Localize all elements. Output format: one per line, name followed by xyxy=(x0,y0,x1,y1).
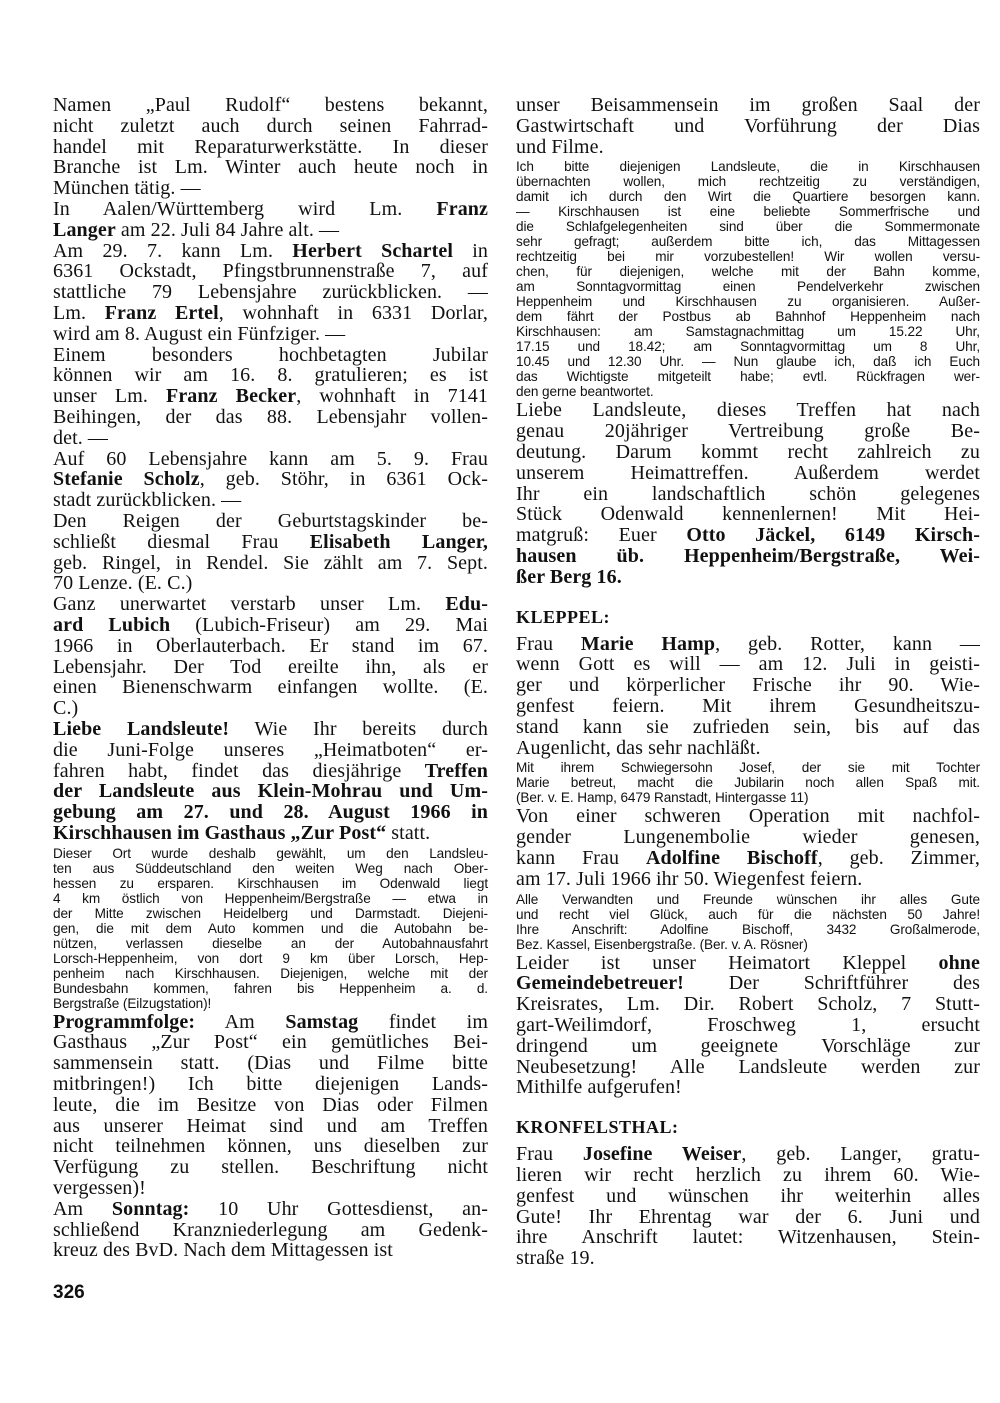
bold-text-run: der Landsleute aus Klein-Mohrau und Um- xyxy=(53,780,488,803)
text-run: Marie betreut, macht die Jubilarin noch allen Spaß mit. xyxy=(516,775,980,791)
section-heading xyxy=(516,1114,980,1140)
text-line xyxy=(53,677,488,698)
text-line xyxy=(516,324,980,339)
text-run: 10.45 und 12.30 Uhr. — Nun glaube ich, daß ich Euch xyxy=(516,354,980,370)
text-line xyxy=(516,907,980,922)
text-line xyxy=(516,309,980,324)
text-run: Kreisrates, Lm. Dir. Robert Scholz, 7 Stutt- xyxy=(516,993,980,1016)
text-line xyxy=(53,719,488,740)
text-run: das Wichtigste mitgeteilt habe; evtl. Rückfragen wer- xyxy=(516,369,980,385)
text-line xyxy=(53,282,488,303)
text-line xyxy=(53,449,488,470)
text-line xyxy=(516,174,980,189)
text-run: Gastwirtschaft und Vorführung der Dias xyxy=(516,114,980,137)
text-line xyxy=(516,1057,980,1078)
text-run: Bundesbahn kommen, fahren bis Heppenheim a. d. xyxy=(53,980,488,996)
small-print-paragraph xyxy=(516,760,980,805)
text-line xyxy=(516,484,980,505)
text-line xyxy=(53,469,488,490)
bold-text-run: Herbert Schartel xyxy=(292,239,453,262)
text-line xyxy=(53,345,488,366)
text-line xyxy=(516,738,980,759)
text-run: 4 km östlich von Heppenheim/Bergstraße — etwa in xyxy=(53,890,488,906)
text-run: dem fährt der Postbus ab Bahnhof Heppenheim nach xyxy=(516,309,980,325)
text-line xyxy=(53,740,488,761)
text-line xyxy=(53,407,488,428)
text-run: Frau xyxy=(516,632,581,655)
text-run: die Juni-Folge unseres „Heimatboten“ er- xyxy=(53,738,488,761)
text-run: schließt diesmal Frau xyxy=(53,530,310,553)
text-run: Namen „Paul Rudolf“ bestens bekannt, xyxy=(53,94,488,116)
bold-text-run: Elisabeth Langer, xyxy=(309,530,488,553)
text-line xyxy=(516,400,980,421)
text-line xyxy=(53,386,488,407)
text-run: det. — xyxy=(53,426,109,449)
text-line xyxy=(53,532,488,553)
text-run: wenn Gott es will — am 12. Juli in geisti- xyxy=(516,653,980,676)
text-line xyxy=(516,922,980,937)
text-run: Verfügung zu stellen. Beschriftung nicht xyxy=(53,1156,488,1179)
text-line xyxy=(53,573,488,594)
text-line xyxy=(516,1077,980,1098)
text-run: Den Reigen der Geburtstagskinder be- xyxy=(53,509,488,532)
paragraph xyxy=(53,511,488,594)
text-line xyxy=(53,951,488,966)
text-line xyxy=(516,634,980,655)
text-run: Augenlicht, das sehr nachläßt. xyxy=(516,736,761,759)
text-line xyxy=(516,973,980,994)
text-run: (Ber. v. E. Hamp, 6479 Ranstadt, Hintergasse 11) xyxy=(516,790,809,806)
text-run: Gasthaus „Zur Post“ ein gemütliches Bei- xyxy=(53,1031,488,1054)
text-run: und recht viel Glück, auch für die nächsten 50 Jahre! xyxy=(516,906,980,922)
text-line xyxy=(53,95,488,116)
text-run: In Aalen/Württemberg wird Lm. xyxy=(53,197,437,220)
text-line xyxy=(53,861,488,876)
text-line xyxy=(516,567,980,588)
text-line xyxy=(53,116,488,137)
text-line xyxy=(53,1032,488,1053)
text-run: deutung. Darum kommt recht zahlreich zu xyxy=(516,440,980,463)
text-line xyxy=(53,220,488,241)
paragraph xyxy=(53,1199,488,1261)
bold-text-run: Marie Hamp xyxy=(580,632,716,655)
text-line xyxy=(516,937,980,952)
text-run: Liebe Landsleute, dieses Treffen hat nach xyxy=(516,399,980,422)
small-print-paragraph xyxy=(516,892,980,952)
column-left xyxy=(53,95,488,1261)
text-line xyxy=(516,463,980,484)
text-line xyxy=(516,384,980,399)
text-run: Lebensjahr. Der Tod ereilte ihn, als er xyxy=(53,655,488,678)
text-line xyxy=(53,137,488,158)
text-run: , wohnhaft in 7141 xyxy=(296,385,489,408)
text-line xyxy=(516,234,980,249)
bold-text-run: Edu- xyxy=(445,593,488,616)
text-run: aus unserer Heimat sind und am Treffen xyxy=(53,1114,488,1137)
text-run: Ihr ein landschaftlich schön gelegenes xyxy=(516,482,980,505)
text-run: genfest und wünschen ihr weiterhin alles xyxy=(516,1184,980,1207)
text-line xyxy=(516,675,980,696)
text-run: einen Bienenschwarm einfangen wollte. (E. xyxy=(53,676,488,699)
text-run: unser Beisammensein im großen Saal der xyxy=(516,94,980,116)
text-run: gender Lungenembolie wieder genesen, xyxy=(516,826,980,849)
bold-text-run: ard Lubich xyxy=(53,613,171,636)
text-line xyxy=(53,936,488,951)
small-print-paragraph xyxy=(53,846,488,1011)
text-run: Lm. xyxy=(53,301,105,324)
text-line xyxy=(516,994,980,1015)
text-line xyxy=(516,137,980,158)
bold-text-run: Langer xyxy=(53,218,116,241)
bold-text-run: Franz Ertel xyxy=(104,301,219,324)
text-line xyxy=(516,1186,980,1207)
column-right xyxy=(516,95,980,1269)
text-run: stadt zurückblicken. — xyxy=(53,489,242,512)
text-line xyxy=(53,657,488,678)
text-run: Auf 60 Lebensjahre kann am 5. 9. Frau xyxy=(53,447,488,470)
text-run: gart-Weilimdorf, Froschweg 1, ersucht xyxy=(516,1013,980,1036)
paragraph xyxy=(53,449,488,511)
text-line xyxy=(516,339,980,354)
text-line xyxy=(53,996,488,1011)
text-run: KRONFELSTHAL: xyxy=(516,1117,679,1138)
text-run: kreuz des BvD. Nach dem Mittagessen ist xyxy=(53,1239,393,1262)
text-line xyxy=(53,846,488,861)
text-run: Mit ihrem Schwiegersohn Josef, der sie mit Tochter xyxy=(516,760,980,776)
paragraph xyxy=(516,95,980,157)
text-line xyxy=(53,1136,488,1157)
text-line xyxy=(516,790,980,805)
paragraph xyxy=(516,806,980,889)
text-run: Ihre Anschrift: Adolfine Bischoff, 3432 Großalmerode, xyxy=(516,921,980,937)
text-line xyxy=(53,511,488,532)
text-run: die Schlafgelegenheiten sind über die Sommermonate xyxy=(516,219,980,235)
paragraph xyxy=(516,400,980,587)
text-line xyxy=(516,1036,980,1057)
text-run: München tätig. — xyxy=(53,177,201,200)
text-line xyxy=(53,1012,488,1033)
text-run: 70 Lenze. (E. C.) xyxy=(53,572,193,595)
bold-text-run: Josefine Weiser xyxy=(582,1143,742,1166)
text-line xyxy=(516,1248,980,1269)
text-run: matgruß: Euer xyxy=(516,524,687,547)
text-run: , wohnhaft in 6331 Dorlar, xyxy=(218,301,488,324)
text-line xyxy=(516,1015,980,1036)
paragraph xyxy=(53,95,488,199)
bold-text-run: Stefanie Scholz xyxy=(53,468,200,491)
text-run: nicht zuletzt auch durch seinen Fahrrad- xyxy=(53,114,488,137)
text-line xyxy=(53,802,488,823)
text-line xyxy=(516,525,980,546)
text-line xyxy=(53,178,488,199)
text-line xyxy=(516,827,980,848)
text-line xyxy=(53,981,488,996)
bold-text-run: ohne xyxy=(938,951,980,974)
text-line xyxy=(53,199,488,220)
text-line xyxy=(53,553,488,574)
bold-text-run: Adolfine Bischoff xyxy=(645,846,818,869)
text-run: ihre Anschrift lautet: Witzenhausen, Stein- xyxy=(516,1226,980,1249)
bold-text-run: Franz xyxy=(436,197,488,220)
text-line xyxy=(516,604,980,630)
text-run: kann Frau xyxy=(516,846,646,869)
text-line xyxy=(53,1053,488,1074)
text-run: lieren wir recht herzlich zu ihrem 60. Wie- xyxy=(516,1163,980,1186)
text-run: statt. xyxy=(386,821,431,844)
paragraph xyxy=(53,594,488,719)
text-line xyxy=(516,696,980,717)
bold-text-run: Franz Becker xyxy=(166,385,297,408)
text-run: am 22. Juli 84 Jahre alt. — xyxy=(115,218,340,241)
bold-text-run: gebung am 27. und 28. August 1966 in xyxy=(53,801,488,824)
text-run: , geb. Stöhr, in 6361 Ock- xyxy=(199,468,488,491)
text-line xyxy=(516,442,980,463)
text-run: Einem besonders hochbetagten Jubilar xyxy=(53,343,488,366)
text-run: in xyxy=(453,239,489,262)
text-run: mitbringen!) Ich bitte diejenigen Lands- xyxy=(53,1073,488,1096)
bold-text-run: Kirschhausen im Gasthaus „Zur Post“ xyxy=(53,821,387,844)
text-run: handel mit Reparaturwerkstätte. In dieser xyxy=(53,135,488,158)
text-run: Bez. Kassel, Eisenbergstraße. (Ber. v. A. Rösner) xyxy=(516,936,808,952)
text-line xyxy=(516,1144,980,1165)
text-run: gen, die mit dem Auto kommen und die Autobahn be- xyxy=(53,920,488,936)
bold-text-run: Liebe Landsleute! xyxy=(53,717,230,740)
text-line xyxy=(53,823,488,844)
bold-text-run: Samstag xyxy=(285,1010,359,1033)
text-run: penheim nach Kirschhausen. Diejenigen, welche mit der xyxy=(53,965,488,981)
text-line xyxy=(53,1220,488,1241)
text-line xyxy=(516,249,980,264)
paragraph xyxy=(53,719,488,844)
text-line xyxy=(516,892,980,907)
paragraph xyxy=(53,199,488,241)
text-run: Kirschhausen: am Samstagnachmittag um 15.22 Uhr, xyxy=(516,324,980,340)
page-number: 326 xyxy=(53,1282,85,1303)
bold-text-run: Treffen xyxy=(424,759,488,782)
text-line xyxy=(53,921,488,936)
text-run: hessen zu ersparen. Kirschhausen im Odenwald liegt xyxy=(53,875,488,891)
text-run: unser Lm. xyxy=(53,385,167,408)
bold-text-run: Gemeindebetreuer! xyxy=(516,972,684,995)
text-run: Am xyxy=(195,1010,286,1033)
paragraph xyxy=(53,1012,488,1199)
text-run: stattliche 79 Lebensjahre zurückblicken. — xyxy=(53,281,488,304)
text-run: geb. Ringel, in Rendel. Sie zählt am 7. Sept. xyxy=(53,551,488,574)
text-line xyxy=(53,303,488,324)
text-run: den gerne beantwortet. xyxy=(516,384,654,400)
text-line xyxy=(516,869,980,890)
text-run: vergessen)! xyxy=(53,1177,146,1200)
text-line xyxy=(53,876,488,891)
paragraph xyxy=(53,345,488,449)
text-line xyxy=(53,781,488,802)
text-run: können wir am 16. 8. gratulieren; es ist xyxy=(53,364,488,387)
text-line xyxy=(516,654,980,675)
text-run: straße 19. xyxy=(516,1247,595,1270)
text-line xyxy=(516,159,980,174)
text-run: genfest feiern. Mit ihrem Gesundheitszu- xyxy=(516,694,980,717)
text-run: stand kann sie zufrieden sein, bis auf das xyxy=(516,715,980,738)
text-run: — Kirschhausen ist eine beliebte Sommerfrische und xyxy=(516,204,980,220)
text-run: ger und körperlicher Frische ihr 90. Wie- xyxy=(516,674,980,697)
text-run: rechtzeitig bei mir vorzubestellen! Wir wollen versu- xyxy=(516,249,980,265)
text-run: am 17. Juli 1966 ihr 50. Wiegenfest feiern. xyxy=(516,867,863,890)
text-run: , geb. Langer, gratu- xyxy=(741,1143,980,1166)
text-line xyxy=(53,1157,488,1178)
text-run: Ich bitte diejenigen Landsleute, die in Kirschhausen xyxy=(516,159,980,175)
text-line xyxy=(516,189,980,204)
text-line xyxy=(516,354,980,369)
text-line xyxy=(516,1165,980,1186)
text-line xyxy=(53,241,488,262)
text-run: Alle Verwandten und Freunde wünschen ihr alles Gute xyxy=(516,891,980,907)
text-run: Am xyxy=(53,1197,112,1220)
text-run: , geb. Rotter, kann — xyxy=(715,632,981,655)
small-print-paragraph xyxy=(516,159,980,399)
paragraph xyxy=(516,1144,980,1269)
text-line xyxy=(53,1178,488,1199)
text-run: Gute! Ihr Ehrentag war der 6. Juni und xyxy=(516,1205,980,1228)
bold-text-run: Otto Jäckel, 6149 Kirsch- xyxy=(686,524,980,547)
text-line xyxy=(53,966,488,981)
text-run: 1966 in Oberlauterbach. Er stand im 67. xyxy=(53,634,488,657)
paragraph xyxy=(53,241,488,345)
text-line xyxy=(53,1240,488,1261)
text-run: ten aus Süddeutschland den weiten Weg nach Ober- xyxy=(53,860,488,876)
text-run: der Mitte zwischen Heidelberg und Darmstadt. Diejeni- xyxy=(53,905,488,921)
text-line xyxy=(516,204,980,219)
text-line xyxy=(53,698,488,719)
text-run: sammensein statt. (Dias und Filme bitte xyxy=(53,1052,488,1075)
text-line xyxy=(53,761,488,782)
text-run: Von einer schweren Operation mit nachfol- xyxy=(516,805,980,828)
text-run: Wie Ihr bereits durch xyxy=(229,717,488,740)
text-line xyxy=(516,504,980,525)
text-run: fahren habt, findet das diesjährige xyxy=(53,759,425,782)
text-line xyxy=(516,421,980,442)
text-line xyxy=(53,906,488,921)
text-run: KLEPPEL: xyxy=(516,606,611,627)
bold-text-run: Sonntag: xyxy=(111,1197,190,1220)
text-line xyxy=(516,279,980,294)
text-run: wird am 8. August ein Fünfziger. — xyxy=(53,322,346,345)
text-run: genau 20jähriger Vertreibung große Be- xyxy=(516,420,980,443)
text-run: Dieser Ort wurde deshalb gewählt, um den Landsleu- xyxy=(53,845,488,861)
text-run: findet im xyxy=(358,1010,488,1033)
text-run: Frau xyxy=(516,1143,583,1166)
text-run: Mithilfe aufgerufen! xyxy=(516,1076,682,1099)
text-run: chen, für diejenigen, welche mit der Bahn komme, xyxy=(516,264,980,280)
text-line xyxy=(53,1074,488,1095)
text-run: Branche ist Lm. Winter auch heute noch in xyxy=(53,156,488,179)
text-line xyxy=(516,953,980,974)
text-run: am Sonntagvormittag einen Pendelverkehr zwischen xyxy=(516,279,980,295)
text-run: Der Schriftführer des xyxy=(683,972,980,995)
text-run: übernachten wollen, mich rechtzeitig zu verständigen, xyxy=(516,174,980,190)
text-run: 17.15 und 18.42; am Sonntagvormittag um 8 Uhr, xyxy=(516,339,980,355)
text-line xyxy=(516,1207,980,1228)
text-run: unserem Heimattreffen. Außerdem werdet xyxy=(516,461,980,484)
text-line xyxy=(53,324,488,345)
section-heading xyxy=(516,604,980,630)
text-line xyxy=(516,717,980,738)
text-run: nicht teilnehmen können, uns dieselben zur xyxy=(53,1135,488,1158)
bold-text-run: hausen üb. Heppenheim/Bergstraße, Wei- xyxy=(516,544,980,567)
text-line xyxy=(516,1227,980,1248)
text-line xyxy=(53,1095,488,1116)
text-line xyxy=(53,594,488,615)
text-run: Stück Odenwald kennenlernen! Mit Hei- xyxy=(516,503,980,526)
text-run: Neubesetzung! Alle Landsleute werden zur xyxy=(516,1055,980,1078)
text-run: sehr gefragt; außerdem bitte ich, das Mittagessen xyxy=(516,234,980,250)
text-run: nützen, verlassen dieselbe an der Autobahnausfahrt xyxy=(53,935,488,951)
text-run: Leider ist unser Heimatort Kleppel xyxy=(516,951,939,974)
text-line xyxy=(516,546,980,567)
text-run: C.) xyxy=(53,697,79,720)
text-line xyxy=(53,428,488,449)
text-run: Beihingen, der das 88. Lebensjahr vollen- xyxy=(53,405,488,428)
text-line xyxy=(53,1199,488,1220)
text-run: damit ich durch den Wirt die Quartiere besorgen kann. xyxy=(516,189,980,205)
text-run: dringend um geeignete Vorschläge zur xyxy=(516,1034,980,1057)
text-line xyxy=(53,891,488,906)
text-line xyxy=(53,490,488,511)
text-line xyxy=(516,806,980,827)
text-line xyxy=(516,264,980,279)
text-line xyxy=(516,95,980,116)
text-line xyxy=(516,116,980,137)
text-line xyxy=(53,365,488,386)
text-run: 6361 Ockstadt, Pfingstbrunnenstraße 7, auf xyxy=(53,260,488,283)
text-run: leute, die im Besitze von Dias oder Filmen xyxy=(53,1093,488,1116)
text-run: , geb. Zimmer, xyxy=(817,846,980,869)
text-line xyxy=(53,261,488,282)
text-run: Lorsch-Heppenheim, von dort 9 km über Lorsch, Hep- xyxy=(53,950,488,966)
text-run: Bergstraße (Eilzugstation)! xyxy=(53,995,212,1011)
text-line xyxy=(516,760,980,775)
text-line xyxy=(53,615,488,636)
text-line xyxy=(516,219,980,234)
bold-text-run: ßer Berg 16. xyxy=(516,565,622,588)
paragraph xyxy=(516,953,980,1099)
text-line xyxy=(53,636,488,657)
text-run: 10 Uhr Gottesdienst, an- xyxy=(189,1197,488,1220)
paragraph xyxy=(516,634,980,759)
text-run: und Filme. xyxy=(516,135,604,158)
bold-text-run: Programmfolge: xyxy=(53,1010,196,1033)
text-line xyxy=(516,775,980,790)
text-run: Ganz unerwartet verstarb unser Lm. xyxy=(53,593,446,616)
text-line xyxy=(53,1116,488,1137)
text-line xyxy=(516,369,980,384)
text-run: Heppenheim und Kirschhausen zu organisieren. Außer- xyxy=(516,294,980,310)
text-line xyxy=(516,1114,980,1140)
text-run: Am 29. 7. kann Lm. xyxy=(53,239,293,262)
text-line xyxy=(53,157,488,178)
text-run: (Lubich-Friseur) am 29. Mai xyxy=(170,613,488,636)
text-line xyxy=(516,294,980,309)
text-line xyxy=(516,848,980,869)
text-run: schließend Kranzniederlegung am Gedenk- xyxy=(53,1218,488,1241)
